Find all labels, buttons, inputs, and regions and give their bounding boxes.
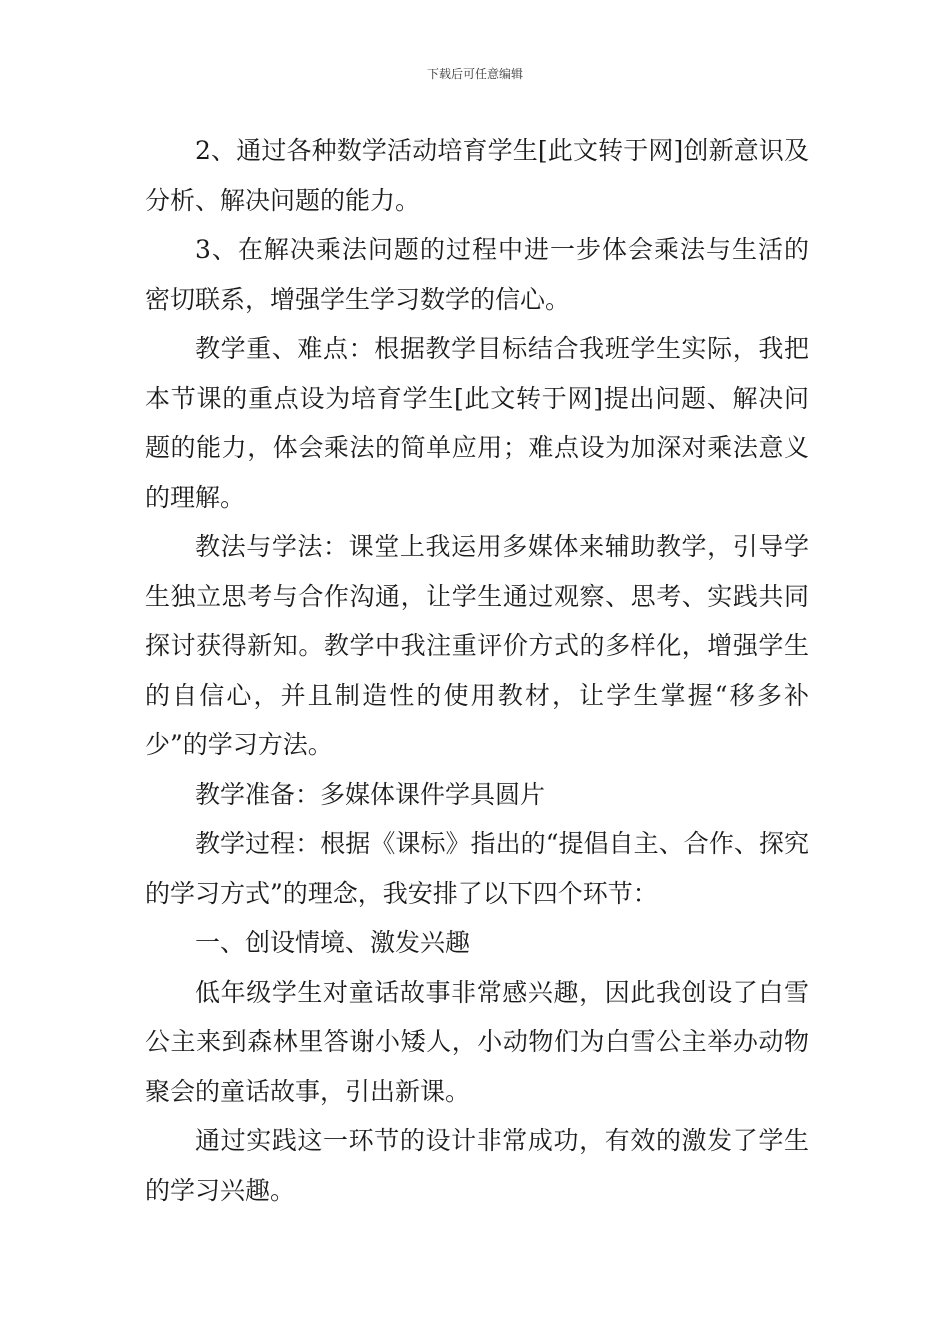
paragraph-methods: 教法与学法：课堂上我运用多媒体来辅助教学，引导学生独立思考与合作沟通，让学生通过观察、思考、实践共同探讨获得新知。教学中我注重评价方式的多样化，增强学生的自信心，并且制造性的使用教材，让学生掌握“移多补少”的学习方法。	[145, 532, 809, 759]
paragraph-objective-2: 2、通过各种数学活动培育学生[此文转于网]创新意识及分析、解决问题的能力。	[145, 136, 809, 215]
paragraph-process: 教学过程：根据《课标》指出的“提倡自主、合作、探究的学习方式”的理念，我安排了以下四个环节：	[145, 829, 809, 908]
paragraph-summary: 通过实践这一环节的设计非常成功，有效的激发了学生的学习兴趣。	[145, 1126, 809, 1205]
section-heading-1: 一、创设情境、激发兴趣	[195, 928, 471, 957]
paragraph-objective-3: 3、在解决乘法问题的过程中进一步体会乘法与生活的密切联系，增强学生学习数学的信心。	[145, 235, 809, 314]
paragraph-key-difficulties: 教学重、难点：根据教学目标结合我班学生实际，我把本节课的重点设为培育学生[此文转于网]提出问题、解决问题的能力，体会乘法的简单应用；难点设为加深对乘法意义的理解。	[145, 334, 809, 512]
paragraph-story: 低年级学生对童话故事非常感兴趣，因此我创设了白雪公主来到森林里答谢小矮人，小动物们为白雪公主举办动物聚会的童话故事，引出新课。	[145, 977, 809, 1106]
paragraph-preparation: 教学准备：多媒体课件学具圆片	[195, 779, 546, 809]
header-note: 下载后可任意编辑	[426, 67, 523, 81]
document-body	[145, 126, 809, 1215]
